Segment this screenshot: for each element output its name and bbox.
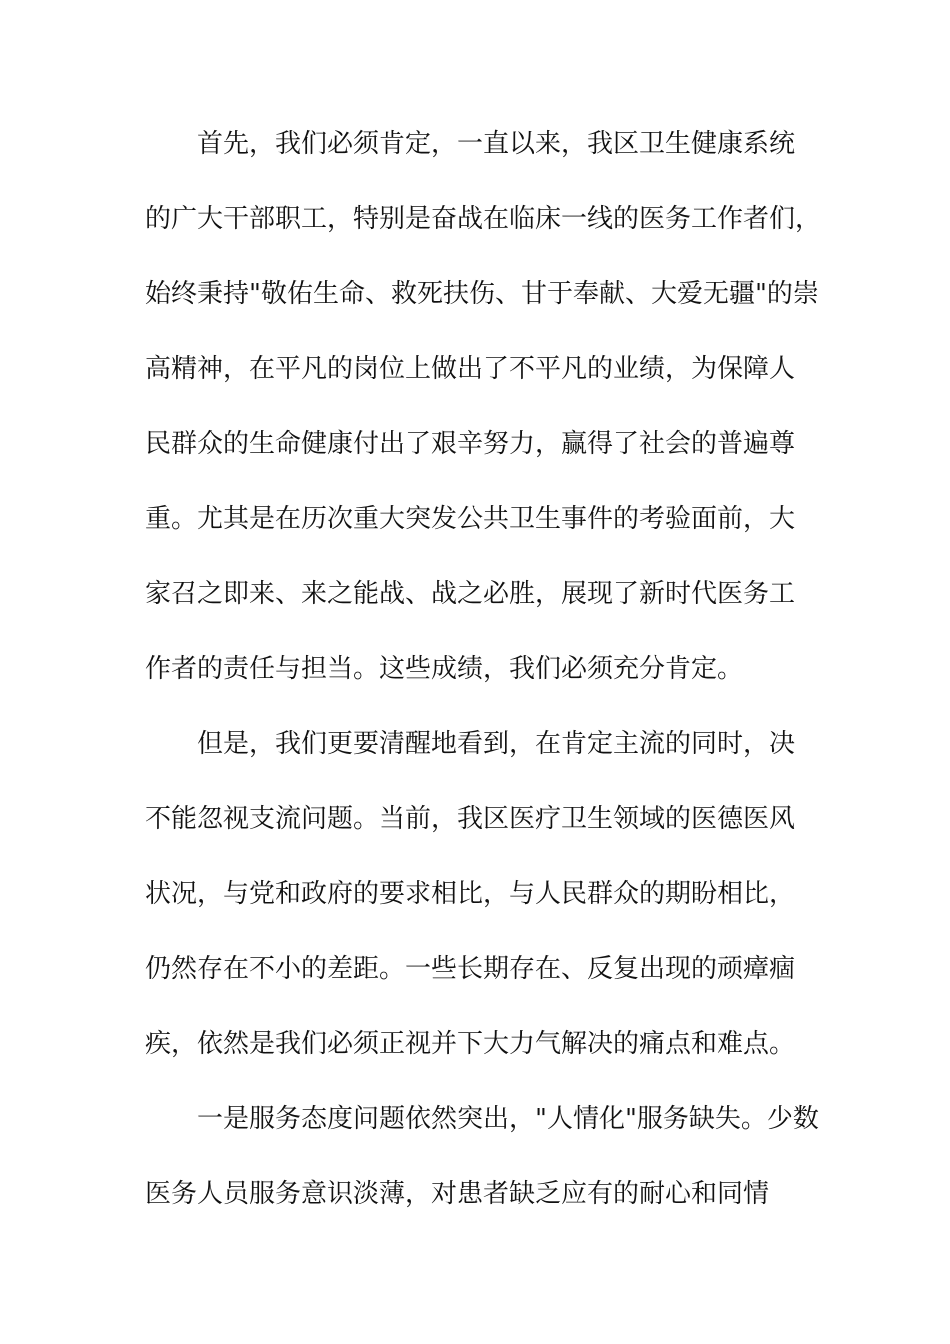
paragraph-1-line-2: 的广大干部职工，特别是奋战在临床一线的医务工作者们， <box>145 204 822 234</box>
paragraph-2-line-2: 不能忽视支流问题。当前，我区医疗卫生领域的医德医风 <box>145 804 796 834</box>
paragraph-1-line-8: 作者的责任与担当。这些成绩，我们必须充分肯定。 <box>145 654 744 684</box>
paragraph-1-line-4: 高精神，在平凡的岗位上做出了不平凡的业绩，为保障人 <box>145 354 796 384</box>
paragraph-2-line-1: 但是，我们更要清醒地看到，在肯定主流的同时，决 <box>197 729 796 759</box>
paragraph-2-line-3: 状况，与党和政府的要求相比，与人民群众的期盼相比， <box>145 879 796 909</box>
paragraph-3-line-1: 一是服务态度问题依然突出，"人情化"服务缺失。少数 <box>197 1104 819 1134</box>
paragraph-2-line-4: 仍然存在不小的差距。一些长期存在、反复出现的顽瘴痼 <box>145 954 796 984</box>
paragraph-3-line-2: 医务人员服务意识淡薄，对患者缺乏应有的耐心和同情 <box>145 1179 770 1209</box>
paragraph-1-line-5: 民群众的生命健康付出了艰辛努力，赢得了社会的普遍尊 <box>145 429 796 459</box>
paragraph-2-line-5: 疾，依然是我们必须正视并下大力气解决的痛点和难点。 <box>145 1029 796 1059</box>
paragraph-1-line-3: 始终秉持"敬佑生命、救死扶伤、甘于奉献、大爱无疆"的崇 <box>145 279 819 309</box>
paragraph-1-line-6: 重。尤其是在历次重大突发公共卫生事件的考验面前，大 <box>145 504 796 534</box>
paragraph-1-line-1: 首先，我们必须肯定，一直以来，我区卫生健康系统 <box>197 129 796 159</box>
paragraph-1-line-7: 家召之即来、来之能战、战之必胜，展现了新时代医务工 <box>145 579 796 609</box>
